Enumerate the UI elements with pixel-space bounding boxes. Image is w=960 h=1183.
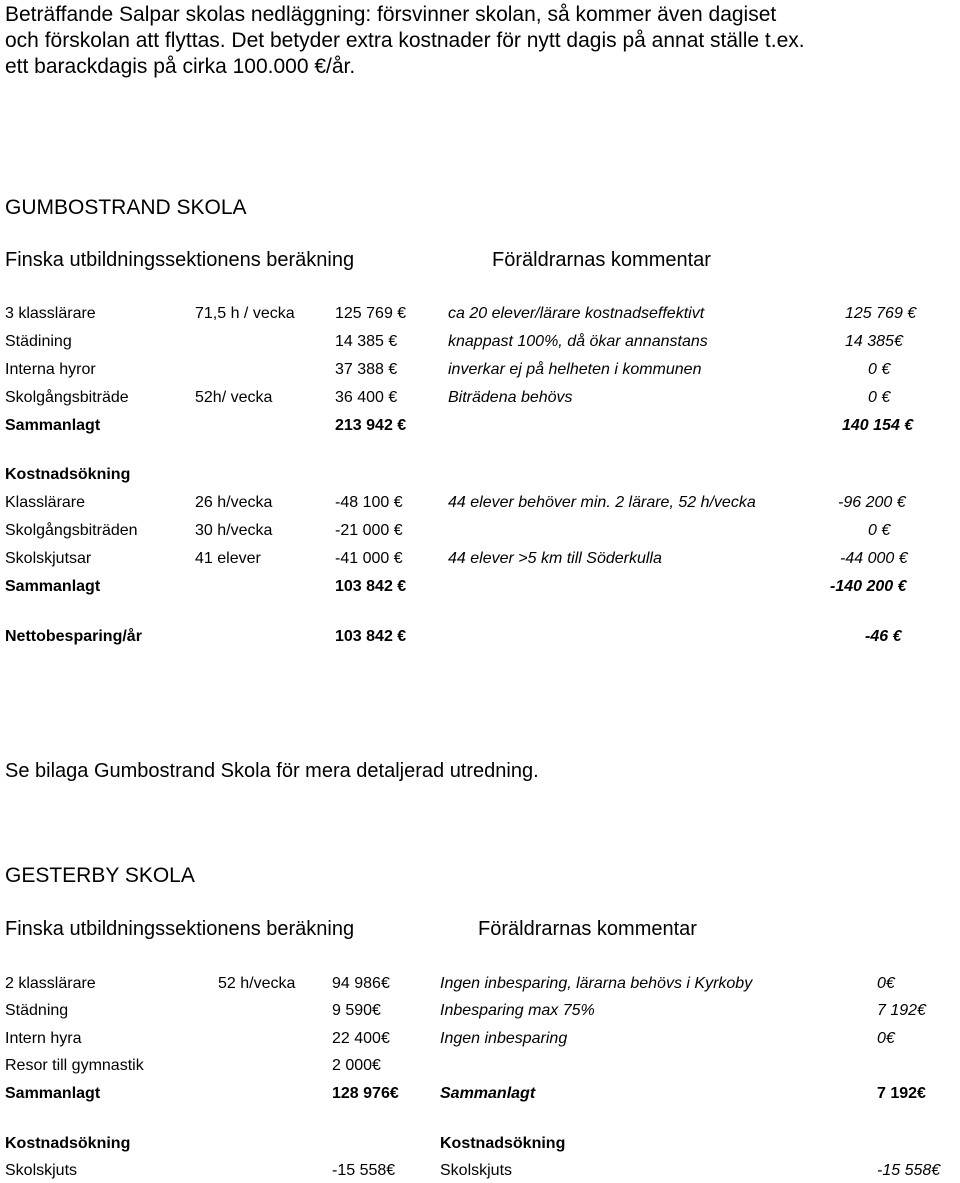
gumbostrand-right-heading: Föräldrarnas kommentar [492, 249, 711, 271]
row-parent-amount: 125 769 € [845, 305, 917, 322]
row-amount: -15 558€ [332, 1162, 396, 1179]
row-amount: 14 385 € [335, 333, 398, 350]
row-unit: 41 elever [195, 550, 261, 567]
row-parent-amount: -15 558€ [877, 1162, 941, 1179]
total-comment: Sammanlagt [440, 1085, 536, 1102]
row-comment: knappast 100%, då ökar annanstans [448, 333, 708, 350]
row-unit: 30 h/vecka [195, 522, 273, 539]
row-label: Städning [5, 1002, 69, 1019]
total-amount: 103 842 € [335, 578, 407, 595]
net-label: Nettobesparing/år [5, 628, 142, 645]
row-comment: ca 20 elever/lärare kostnadseffektivt [448, 305, 705, 322]
total-label: Sammanlagt [5, 578, 101, 595]
row-label: Skolskjuts [5, 1162, 78, 1179]
row-label: Städining [5, 333, 72, 350]
row-amount: 9 590€ [332, 1002, 381, 1019]
gesterby-right-heading: Föräldrarnas kommentar [478, 918, 697, 940]
total-label: Sammanlagt [5, 417, 101, 434]
row-comment: 44 elever >5 km till Söderkulla [448, 550, 662, 567]
row-amount: 125 769 € [335, 305, 407, 322]
row-parent-amount: 0 € [868, 361, 891, 378]
row-parent-amount: 0€ [877, 1030, 895, 1047]
row-unit: 52h/ vecka [195, 389, 273, 406]
row-label: 2 klasslärare [5, 975, 96, 992]
gesterby-increase-heading-right: Kostnadsökning [440, 1135, 566, 1152]
row-parent-amount: 0 € [868, 389, 891, 406]
row-label: Intern hyra [5, 1030, 82, 1047]
row-amount: 22 400€ [332, 1030, 390, 1047]
row-amount: 2 000€ [332, 1057, 381, 1074]
total-parent-amount: -140 200 € [830, 578, 907, 595]
gesterby-left-heading: Finska utbildningssektionens beräkning [5, 918, 355, 940]
gumbostrand-increase-heading: Kostnadsökning [5, 466, 131, 483]
row-label: Resor till gymnastik [5, 1057, 144, 1074]
gumbostrand-left-heading: Finska utbildningssektionens beräkning [5, 249, 355, 271]
row-label: Interna hyror [5, 361, 96, 378]
total-amount: 213 942 € [335, 417, 407, 434]
intro-text: Beträffande Salpar skolas nedläggning: försvinner skolan, så kommer även dagiset och förskolan att flyttas. Det betyder extra kostnader för nytt dagis på annat ställe t.ex. ett barackdagis på cirka 100.000 €/år. [5, 3, 805, 78]
row-comment: Ingen inbesparing, lärarna behövs i Kyrkoby [440, 975, 753, 992]
gumbostrand-note: Se bilaga Gumbostrand Skola för mera detaljerad utredning. [5, 760, 539, 782]
row-parent-amount: 0€ [877, 975, 895, 992]
row-parent-amount: 14 385€ [845, 333, 903, 350]
row-label: Klasslärare [5, 494, 86, 511]
row-unit: 26 h/vecka [195, 494, 273, 511]
row-comment: Skolskjuts [440, 1162, 513, 1179]
row-amount: 36 400 € [335, 389, 398, 406]
gesterby-title: GESTERBY SKOLA [5, 864, 195, 887]
row-amount: 94 986€ [332, 975, 390, 992]
row-parent-amount: 7 192€ [877, 1002, 926, 1019]
row-label: 3 klasslärare [5, 305, 96, 322]
net-amount: 103 842 € [335, 628, 407, 645]
row-amount: -48 100 € [335, 494, 403, 511]
row-comment: Inbesparing max 75% [440, 1002, 595, 1019]
row-label: Skolgångsbiträden [5, 522, 138, 539]
row-amount: -21 000 € [335, 522, 403, 539]
row-parent-amount: -96 200 € [838, 494, 906, 511]
row-amount: 37 388 € [335, 361, 398, 378]
row-unit: 52 h/vecka [218, 975, 296, 992]
gumbostrand-title: GUMBOSTRAND SKOLA [5, 196, 247, 219]
row-label: Skolgångsbiträde [5, 389, 129, 406]
row-unit: 71,5 h / vecka [195, 305, 295, 322]
row-parent-amount: 0 € [868, 522, 891, 539]
row-label: Skolskjutsar [5, 550, 92, 567]
total-amount: 128 976€ [332, 1085, 399, 1102]
row-amount: -41 000 € [335, 550, 403, 567]
row-comment: inverkar ej på helheten i kommunen [448, 361, 702, 378]
row-parent-amount: -44 000 € [840, 550, 908, 567]
total-label: Sammanlagt [5, 1085, 101, 1102]
total-parent-amount: 7 192€ [877, 1085, 926, 1102]
net-parent-amount: -46 € [865, 628, 902, 645]
row-comment: Biträdena behövs [448, 389, 573, 406]
gesterby-increase-heading: Kostnadsökning [5, 1135, 131, 1152]
total-parent-amount: 140 154 € [842, 417, 914, 434]
row-comment: 44 elever behöver min. 2 lärare, 52 h/vecka [448, 494, 756, 511]
row-comment: Ingen inbesparing [440, 1030, 568, 1047]
